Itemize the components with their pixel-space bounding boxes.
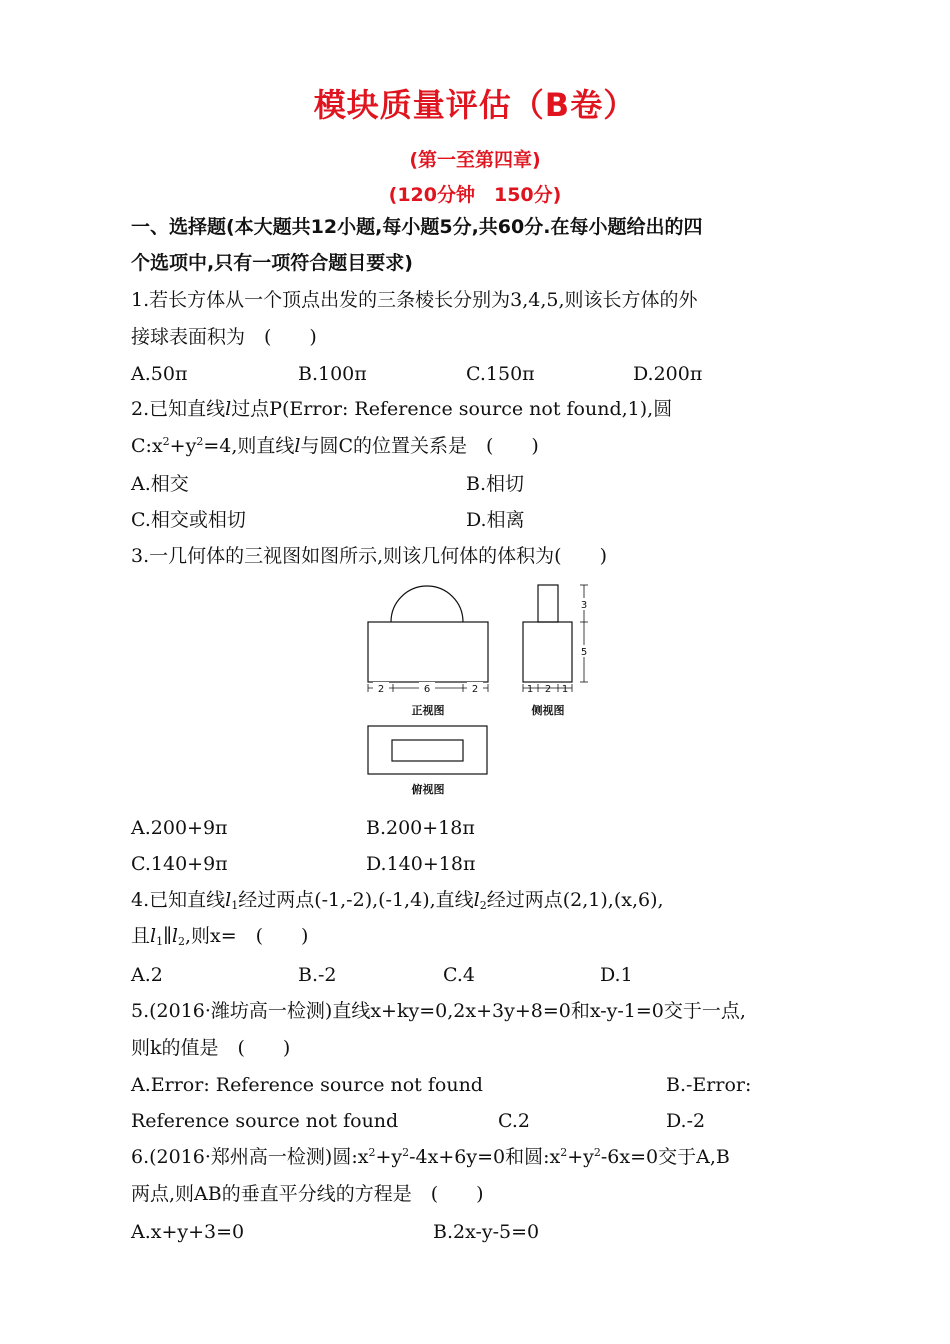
q3-option-c: C.140+9π bbox=[131, 853, 228, 875]
q3-option-a: A.200+9π bbox=[131, 817, 228, 839]
q2-option-c: C.相交或相切 bbox=[131, 509, 246, 531]
question-5-cont: 则k的值是 ( ) bbox=[131, 1037, 291, 1059]
question-2: 2.已知直线l过点P(Error: Reference source not found,1),圆 bbox=[131, 398, 673, 420]
question-6: 6.(2016·郑州高一检测)圆$:x^2+y^2-4x+6y=0$和圆$:x^2+y^2-6x=0$交于A,B bbox=[131, 1146, 730, 1168]
front-dim-right: 2 bbox=[471, 684, 479, 695]
q3-option-d: D.140+18π bbox=[366, 853, 476, 875]
side-dim-right: 1 bbox=[561, 684, 569, 695]
q4-option-b: B.-2 bbox=[298, 964, 337, 986]
side-view-label: 侧视图 bbox=[531, 704, 565, 717]
question-3: 3.一几何体的三视图如图所示,则该几何体的体积为( ) bbox=[131, 545, 607, 567]
q2-option-a: A.相交 bbox=[131, 473, 189, 495]
question-5: 5.(2016·潍坊高一检测)直线x+ky=0,2x+3y+8=0和x-y-1=0交于一点, bbox=[131, 1000, 746, 1022]
top-view-outer bbox=[368, 726, 487, 774]
chapters-subtitle: (第一至第四章) bbox=[409, 149, 541, 171]
question-4: 4.已知直线$l_1$经过两点(-1,-2),(-1,4),直线$l_2$经过两点(2,1),(x,6), bbox=[131, 889, 664, 912]
q4-option-a: A.2 bbox=[131, 964, 163, 986]
q5-option-a: A.Error: Reference source not found bbox=[131, 1074, 483, 1096]
front-view-box bbox=[368, 622, 488, 682]
q1-option-c: C.150π bbox=[466, 363, 535, 385]
top-view-label: 俯视图 bbox=[411, 783, 445, 796]
side-dim-middle: 2 bbox=[544, 684, 552, 695]
q1-option-d: D.200π bbox=[633, 363, 703, 385]
three-view-figure bbox=[355, 580, 595, 805]
question-6-cont: 两点,则AB的垂直平分线的方程是 ( ) bbox=[131, 1183, 484, 1205]
height-dim-bottom: 5 bbox=[580, 647, 588, 658]
section-heading-cont: 个选项中,只有一项符合题目要求) bbox=[131, 252, 413, 274]
top-view-inner bbox=[392, 740, 463, 761]
q4-option-c: C.4 bbox=[443, 964, 475, 986]
q5-option-c: C.2 bbox=[498, 1110, 530, 1132]
side-dim-left: 1 bbox=[526, 684, 534, 695]
front-view-label: 正视图 bbox=[411, 704, 445, 717]
side-view-box bbox=[523, 622, 572, 682]
q2-option-d: D.相离 bbox=[466, 509, 525, 531]
time-subtitle: (120分钟 150分) bbox=[388, 184, 562, 206]
q5-option-b-cont: Reference source not found bbox=[131, 1110, 399, 1132]
q6-option-a: A.x+y+3=0 bbox=[131, 1221, 245, 1243]
q4-option-d: D.1 bbox=[600, 964, 633, 986]
section-heading: 一、选择题(本大题共12小题,每小题5分,共60分.在每小题给出的四 bbox=[131, 216, 703, 238]
page-title: 模块质量评估（B卷） bbox=[313, 86, 637, 124]
front-view-dome bbox=[391, 586, 463, 622]
q3-option-b: B.200+18π bbox=[366, 817, 475, 839]
q5-option-d: D.-2 bbox=[666, 1110, 706, 1132]
question-1: 1.若长方体从一个顶点出发的三条棱长分别为3,4,5,则该长方体的外 bbox=[131, 289, 698, 311]
question-1-cont: 接球表面积为 ( ) bbox=[131, 326, 317, 348]
height-dim-top: 3 bbox=[580, 600, 588, 611]
front-dim-left: 2 bbox=[377, 684, 385, 695]
q1-option-a: A.50π bbox=[131, 363, 188, 385]
q5-option-b: B.-Error: bbox=[666, 1074, 752, 1096]
front-dim-middle: 6 bbox=[423, 684, 431, 695]
side-view-top bbox=[538, 585, 558, 622]
q1-option-b: B.100π bbox=[298, 363, 367, 385]
question-2-cont: $C:x^2+y^2=4$,则直线l与圆C的位置关系是 ( ) bbox=[131, 435, 539, 457]
q2-option-b: B.相切 bbox=[466, 473, 525, 495]
q6-option-b: B.2x-y-5=0 bbox=[433, 1221, 540, 1243]
question-4-cont: 且$l_1\parallel l_2$,则x= ( ) bbox=[131, 925, 309, 948]
